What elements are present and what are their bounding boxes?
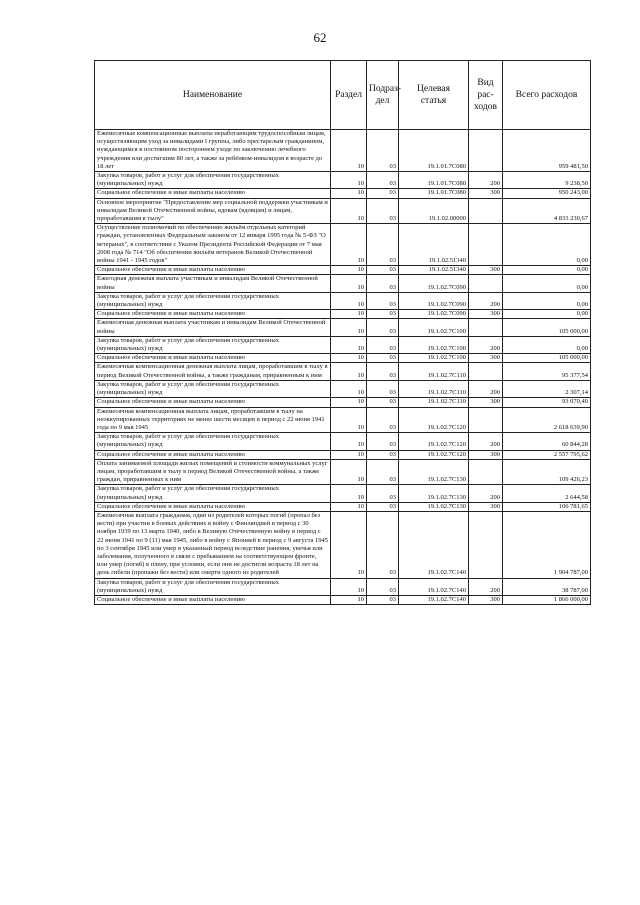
row-subsection-cell: 03	[367, 578, 399, 595]
row-total-cell: 2 618 639,90	[503, 407, 591, 433]
table-row	[95, 354, 591, 363]
table-row	[95, 502, 591, 511]
row-kind-cell: 300	[469, 398, 503, 407]
row-section-cell: 10	[331, 198, 367, 224]
table-row	[95, 450, 591, 459]
row-target-cell: 19.1.02.7С100	[399, 354, 469, 363]
row-subsection-cell: 03	[367, 433, 399, 450]
row-target-cell: 19.1.02.7С140	[399, 578, 469, 595]
row-total-cell: 0,00	[503, 275, 591, 292]
table-row	[95, 310, 591, 319]
row-kind-cell	[469, 363, 503, 380]
row-total-cell: 93 070,40	[503, 398, 591, 407]
row-subsection-cell: 03	[367, 502, 399, 511]
row-section-cell: 10	[331, 502, 367, 511]
row-subsection-cell: 03	[367, 595, 399, 604]
table-row	[95, 511, 591, 578]
row-kind-cell: 200	[469, 336, 503, 353]
row-subsection-cell: 03	[367, 450, 399, 459]
row-section-cell: 10	[331, 172, 367, 189]
row-kind-cell	[469, 319, 503, 336]
row-section-cell: 10	[331, 433, 367, 450]
row-total-cell: 959 481,50	[503, 130, 591, 172]
table-row	[95, 433, 591, 450]
table-row	[95, 407, 591, 433]
row-section-cell: 10	[331, 189, 367, 198]
row-total-cell: 0,00	[503, 310, 591, 319]
row-total-cell: 2 557 795,62	[503, 450, 591, 459]
row-kind-cell: 200	[469, 380, 503, 397]
row-total-cell: 0,00	[503, 224, 591, 266]
header-total: Всего расходов	[503, 61, 591, 130]
row-section-cell: 10	[331, 450, 367, 459]
row-subsection-cell: 03	[367, 459, 399, 485]
row-kind-cell: 200	[469, 172, 503, 189]
row-subsection-cell: 03	[367, 172, 399, 189]
row-kind-cell: 300	[469, 595, 503, 604]
row-target-cell: 19.1.02.7С120	[399, 407, 469, 433]
row-target-cell: 19.1.02.7С130	[399, 485, 469, 502]
row-target-cell: 19.1.02.7С110	[399, 380, 469, 397]
table-row	[95, 224, 591, 266]
row-kind-cell	[469, 459, 503, 485]
row-section-cell: 10	[331, 319, 367, 336]
row-subsection-cell: 03	[367, 354, 399, 363]
row-total-cell: 0,00	[503, 266, 591, 275]
row-total-cell: 9 238,50	[503, 172, 591, 189]
row-section-cell: 10	[331, 224, 367, 266]
table-row	[95, 189, 591, 198]
row-target-cell: 19.1.02.51340	[399, 266, 469, 275]
table-header-row	[95, 61, 591, 130]
row-kind-cell	[469, 224, 503, 266]
page-number: 62	[313, 30, 327, 45]
row-name-cell: Ежемесячная выплата гражданам, один из родителей которых погиб (пропал без вести) при участии в боевых действиях в войну с Финляндией в период с 30 ноября 1939 по 13 марта 1940, либо в Великую Отечественную войну в период с 22 июня 1941 по 9 (11) мая 1945, либо в войну с Японией в период с 9 августа 1945 по 3 сентября 1945 или умер в указанный период вследствие ранения, увечья или заболевания, полученного в связи с пребыванием на соответствующем фронте, или умер (погиб) в плену, при условии, если они не достигли возраста 18 лет на день гибели (пропажи без вести) или смерти одного из родителей	[95, 511, 331, 578]
row-subsection-cell: 03	[367, 224, 399, 266]
row-name-cell: Социальное обеспечение и иные выплаты населению	[95, 189, 331, 198]
row-total-cell: 1 904 787,00	[503, 511, 591, 578]
row-subsection-cell: 03	[367, 275, 399, 292]
row-name-cell: Оплата занимаемой площади жилых помещений и стоимости коммунальных услуг лицам, проработавшим в тылу в период Великой Отечественной войны, а также граждан, приравненных к ним	[95, 459, 331, 485]
row-subsection-cell: 03	[367, 511, 399, 578]
row-target-cell: 19.1.02.7С130	[399, 459, 469, 485]
row-subsection-cell: 03	[367, 130, 399, 172]
table-row	[95, 266, 591, 275]
row-name-cell: Закупка товаров, работ и услуг для обеспечения государственных (муниципальных) нужд	[95, 433, 331, 450]
row-total-cell: 105 000,00	[503, 319, 591, 336]
row-subsection-cell: 03	[367, 266, 399, 275]
row-section-cell: 10	[331, 485, 367, 502]
row-section-cell: 10	[331, 398, 367, 407]
table-row	[95, 485, 591, 502]
table-row	[95, 578, 591, 595]
row-subsection-cell: 03	[367, 485, 399, 502]
row-total-cell: 0,00	[503, 292, 591, 309]
row-total-cell: 2 644,58	[503, 485, 591, 502]
row-section-cell: 10	[331, 336, 367, 353]
row-subsection-cell: 03	[367, 398, 399, 407]
row-kind-cell: 300	[469, 450, 503, 459]
row-total-cell: 60 844,28	[503, 433, 591, 450]
row-total-cell: 106 781,65	[503, 502, 591, 511]
row-target-cell: 19.1.02.7С090	[399, 310, 469, 319]
table-row	[95, 363, 591, 380]
row-name-cell: Ежемесячная денежная выплата участникам и инвалидам Великой Отечественной войны	[95, 319, 331, 336]
row-target-cell: 19.1.01.7С080	[399, 172, 469, 189]
row-name-cell: Социальное обеспечение и иные выплаты населению	[95, 398, 331, 407]
budget-table	[94, 60, 591, 605]
table-row	[95, 380, 591, 397]
table-row	[95, 319, 591, 336]
row-total-cell: 950 243,00	[503, 189, 591, 198]
row-name-cell: Социальное обеспечение и иные выплаты населению	[95, 310, 331, 319]
table-row	[95, 398, 591, 407]
row-target-cell: 19.1.02.7С110	[399, 398, 469, 407]
row-section-cell: 10	[331, 578, 367, 595]
row-target-cell: 19.1.02.7С100	[399, 319, 469, 336]
table-row	[95, 198, 591, 224]
row-kind-cell: 300	[469, 354, 503, 363]
row-target-cell: 19.1.02.7С090	[399, 292, 469, 309]
row-target-cell: 19.1.02.7С100	[399, 336, 469, 353]
row-total-cell: 4 833 230,67	[503, 198, 591, 224]
row-target-cell: 19.1.02.7С140	[399, 511, 469, 578]
row-section-cell: 10	[331, 292, 367, 309]
row-name-cell: Осуществление полномочий по обеспечению жильём отдельных категорий граждан, установленных Федеральным законом от 12 января 1995 года № 5-ФЗ "О ветеранах", в соответствии с Указом Президента Российской Федерации от 7 мая 2008 года № 714 "Об обеспечении жильём ветеранов Великой Отечественной войны 1941 - 1945 годов"	[95, 224, 331, 266]
row-section-cell: 10	[331, 275, 367, 292]
row-name-cell: Социальное обеспечение и иные выплаты населению	[95, 502, 331, 511]
header-name: Наименование	[95, 61, 331, 130]
row-total-cell: 0,00	[503, 336, 591, 353]
row-section-cell: 10	[331, 363, 367, 380]
row-target-cell: 19.1.02.51340	[399, 224, 469, 266]
row-name-cell: Закупка товаров, работ и услуг для обеспечения государственных (муниципальных) нужд	[95, 380, 331, 397]
header-section: Раздел	[331, 61, 367, 130]
row-total-cell: 95 377,54	[503, 363, 591, 380]
row-subsection-cell: 03	[367, 319, 399, 336]
row-total-cell: 2 307,14	[503, 380, 591, 397]
row-kind-cell: 300	[469, 189, 503, 198]
row-subsection-cell: 03	[367, 310, 399, 319]
row-name-cell: Ежемесячные компенсационные выплаты неработающим трудоспособным лицам, осуществляющим уход за инвалидами I группы, либо престарелым гражданином, нуждающимся в постоянном постороннем уходе по заключению лечебного учреждения или достигшим 80 лет, а также за ребёнком-инвалидом в возрасте до 18 лет	[95, 130, 331, 172]
row-kind-cell: 300	[469, 266, 503, 275]
row-section-cell: 10	[331, 130, 367, 172]
row-section-cell: 10	[331, 595, 367, 604]
row-name-cell: Социальное обеспечение и иные выплаты населению	[95, 450, 331, 459]
row-subsection-cell: 03	[367, 292, 399, 309]
header-target: Целевая статья	[399, 61, 469, 130]
row-target-cell: 19.1.02.7С120	[399, 450, 469, 459]
row-target-cell: 19.1.02.7С120	[399, 433, 469, 450]
row-subsection-cell: 03	[367, 380, 399, 397]
row-kind-cell: 300	[469, 310, 503, 319]
table-row	[95, 275, 591, 292]
row-kind-cell: 200	[469, 578, 503, 595]
table-row	[95, 292, 591, 309]
row-name-cell: Социальное обеспечение и иные выплаты населению	[95, 595, 331, 604]
row-name-cell: Социальное обеспечение и иные выплаты населению	[95, 354, 331, 363]
row-name-cell: Закупка товаров, работ и услуг для обеспечения государственных (муниципальных) нужд	[95, 172, 331, 189]
row-kind-cell: 200	[469, 485, 503, 502]
row-section-cell: 10	[331, 407, 367, 433]
table-row	[95, 130, 591, 172]
row-section-cell: 10	[331, 266, 367, 275]
row-section-cell: 10	[331, 511, 367, 578]
row-kind-cell: 200	[469, 433, 503, 450]
table-row	[95, 172, 591, 189]
row-total-cell: 1 866 000,00	[503, 595, 591, 604]
row-subsection-cell: 03	[367, 407, 399, 433]
row-total-cell: 38 787,00	[503, 578, 591, 595]
row-target-cell: 19.1.02.7С140	[399, 595, 469, 604]
row-target-cell: 19.1.01.7С080	[399, 189, 469, 198]
row-name-cell: Основное мероприятие "Предоставление мер социальной поддержки участникам и инвалидам Великой Отечественной войны, вдовам (вдовцам) и лицам, проработавшим в тылу"	[95, 198, 331, 224]
row-kind-cell: 200	[469, 292, 503, 309]
row-total-cell: 105 000,00	[503, 354, 591, 363]
row-kind-cell	[469, 407, 503, 433]
row-name-cell: Ежегодная денежная выплата участникам и инвалидам Великой Отечественной войны	[95, 275, 331, 292]
row-kind-cell: 300	[469, 502, 503, 511]
row-name-cell: Ежемесячная компенсационная денежная выплата лицам, проработавшим в тылу в период Великой Отечественной войны, а также гражданам, приравненным к ним	[95, 363, 331, 380]
table-row	[95, 459, 591, 485]
row-section-cell: 10	[331, 354, 367, 363]
row-name-cell: Закупка товаров, работ и услуг для обеспечения государственных (муниципальных) нужд	[95, 336, 331, 353]
table-row	[95, 595, 591, 604]
row-target-cell: 19.1.02.00000	[399, 198, 469, 224]
row-section-cell: 10	[331, 380, 367, 397]
row-subsection-cell: 03	[367, 363, 399, 380]
row-kind-cell	[469, 275, 503, 292]
row-subsection-cell: 03	[367, 198, 399, 224]
table-row	[95, 336, 591, 353]
row-target-cell: 19.1.02.7С110	[399, 363, 469, 380]
row-section-cell: 10	[331, 459, 367, 485]
row-name-cell: Ежемесячная компенсационная выплата лицам, проработавшим в тылу на неоккупированных территориях не менее шести месяцев в период с 22 июня 1941 года по 9 мая 1945	[95, 407, 331, 433]
row-name-cell: Закупка товаров, работ и услуг для обеспечения государственных (муниципальных) нужд	[95, 578, 331, 595]
header-kind: Вид рас- ходов	[469, 61, 503, 130]
row-kind-cell	[469, 130, 503, 172]
row-kind-cell	[469, 198, 503, 224]
row-subsection-cell: 03	[367, 336, 399, 353]
row-section-cell: 10	[331, 310, 367, 319]
row-subsection-cell: 03	[367, 189, 399, 198]
row-target-cell: 19.1.02.7С090	[399, 275, 469, 292]
row-kind-cell	[469, 511, 503, 578]
row-target-cell: 19.1.01.7С080	[399, 130, 469, 172]
row-name-cell: Социальное обеспечение и иные выплаты населению	[95, 266, 331, 275]
row-total-cell: 109 426,23	[503, 459, 591, 485]
row-name-cell: Закупка товаров, работ и услуг для обеспечения государственных (муниципальных) нужд	[95, 292, 331, 309]
row-target-cell: 19.1.02.7С130	[399, 502, 469, 511]
header-subsection: Подраз- дел	[367, 61, 399, 130]
row-name-cell: Закупка товаров, работ и услуг для обеспечения государственных (муниципальных) нужд	[95, 485, 331, 502]
